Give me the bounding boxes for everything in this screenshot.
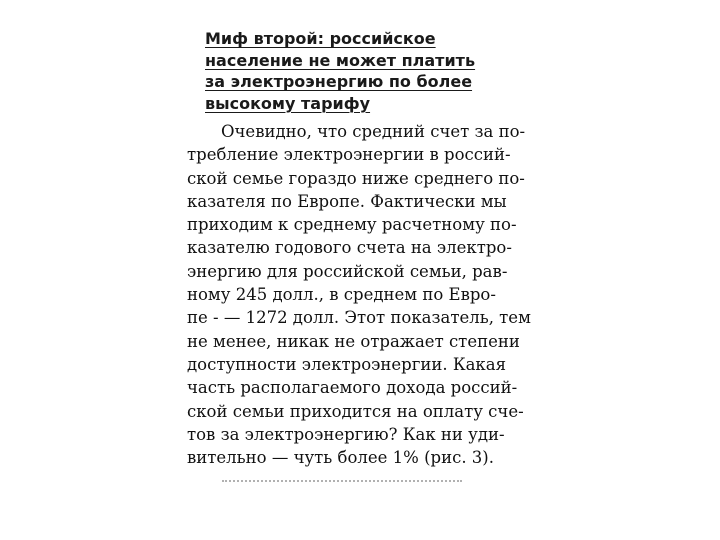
body-line: вительно — чуть более 1% (рис. 3). bbox=[187, 448, 494, 468]
heading-line: Миф второй: российское bbox=[205, 29, 436, 48]
section-heading bbox=[205, 28, 505, 114]
cropped-text-fragment bbox=[222, 478, 462, 488]
body-line: казателя по Европе. Фактически мы bbox=[187, 191, 507, 211]
body-line: приходим к среднему расчетному по- bbox=[187, 215, 517, 235]
body-line: ской семьи приходится на оплату сче- bbox=[187, 401, 524, 421]
body-line: Очевидно, что средний счет за по- bbox=[221, 122, 526, 141]
body-line: доступности электроэнергии. Какая bbox=[187, 354, 506, 374]
body-line: часть располагаемого дохода россий- bbox=[187, 378, 518, 398]
heading-line: высокому тарифу bbox=[205, 93, 371, 113]
body-line: энергию для российской семьи, рав- bbox=[187, 261, 508, 281]
body-line: требление электроэнергии в россий- bbox=[187, 145, 511, 165]
heading-line: за электроэнергию по более bbox=[205, 72, 473, 91]
body-line: тов за электроэнергию? Как ни уди- bbox=[187, 424, 505, 444]
body-line: казателю годового счета на электро- bbox=[187, 238, 512, 258]
cropped-glyph-tops bbox=[222, 480, 462, 485]
body-line: ской семье гораздо ниже среднего по- bbox=[187, 168, 525, 188]
heading-line: население не может платить bbox=[205, 50, 476, 70]
body-line: ному 245 долл., в среднем по Евро- bbox=[187, 285, 496, 305]
body-line: не менее, никак не отражает степени bbox=[187, 331, 520, 351]
body-paragraph bbox=[187, 120, 567, 469]
body-line: пе - — 1272 долл. Этот показатель, тем bbox=[187, 308, 531, 328]
